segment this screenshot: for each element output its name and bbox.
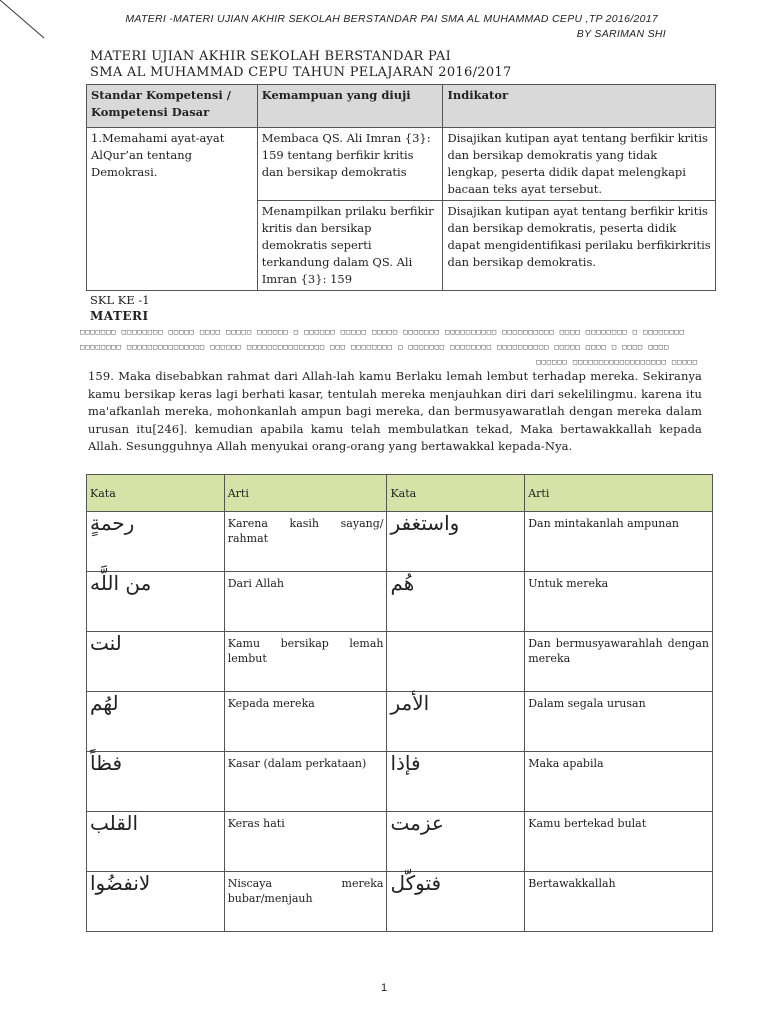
vocabulary-table: [86, 474, 713, 932]
vocabulary-header-row: [87, 475, 713, 512]
header-cell-kata: Kata: [387, 475, 525, 512]
meaning-cell: Kamu bersikap lemah lembut: [224, 632, 387, 692]
skl-section: [90, 292, 150, 324]
arabic-verse-line: □□□□□□□ □□□□□□□□ □□□□□ □□□□ □□□□□ □□□□□□ □ □□□□□□ □□□□□ □□□□□ □□□□□□□ □□□□□□□□□□ □□□□□□□□□□ □□□□ □□□□□□□□ □ □□□□□□□□: [80, 328, 685, 336]
meaning-cell: Karena kasih sayang/ rahmat: [224, 512, 387, 572]
table-row: [87, 572, 713, 632]
arabic-word-cell: لنت: [87, 632, 225, 692]
table-row: [87, 128, 716, 201]
table-row: [87, 752, 713, 812]
meaning-cell: Keras hati: [224, 812, 387, 872]
header-cell-kata: Kata: [87, 475, 225, 512]
indikator-cell: Disajikan kutipan ayat tentang berfikir kritis dan bersikap demokratis, peserta didik dapat mengidentifikasi perilaku berfikirkritis dan bersikap demokratis.: [443, 201, 716, 291]
kompetensi-table: [86, 84, 716, 291]
arabic-word-cell: عزمت: [387, 812, 525, 872]
meaning-cell: Maka apabila: [525, 752, 713, 812]
arabic-verse-block: [80, 325, 702, 370]
arabic-word-cell: فظاً: [87, 752, 225, 812]
table-row: [87, 512, 713, 572]
title-line-2: SMA AL MUHAMMAD CEPU TAHUN PELAJARAN 2016/2017: [90, 65, 512, 80]
arabic-word-cell: القلب: [87, 812, 225, 872]
translation-paragraph: 159. Maka disebabkan rahmat dari Allah-lah kamu Berlaku lemah lembut terhadap mereka. Sekiranya kamu bersikap keras lagi berhati kasar, tentulah mereka menjauhkan diri dari sekelilingmu. karena itu ma'afkanlah mereka, mohonkanlah ampun bagi mereka, dan bermusyawaratlah dengan mereka dalam urusan itu[246]. kemudian apabila kamu telah membulatkan tekad, Maka bertawakkallah kepada Allah. Sesungguhnya Allah menyukai orang-orang yang bertawakkal kepada-Nya.: [88, 369, 702, 453]
arabic-word-cell: لهُم: [87, 692, 225, 752]
kemampuan-cell: Membaca QS. Ali Imran {3}: 159 tentang berfikir kritis dan bersikap demokratis: [257, 128, 443, 201]
meaning-cell: Dari Allah: [224, 572, 387, 632]
materi-heading: MATERI: [90, 309, 149, 323]
meaning-cell: Dan bermusyawarahlah dengan mereka: [525, 632, 713, 692]
indikator-cell: Disajikan kutipan ayat tentang berfikir kritis dan bersikap demokratis yang tidak lengkap, peserta didik dapat melengkapi bacaan teks ayat tersebut.: [443, 128, 716, 201]
arabic-word-cell: واستغفر: [387, 512, 525, 572]
header-cell-arti: Arti: [525, 475, 713, 512]
arabic-word-cell: هُم: [387, 572, 525, 632]
arabic-verse-line: □□□□□□□□ □□□□□□□□□□□□□□□ □□□□□□ □□□□□□□□□□□□□□□ □□□ □□□□□□□□ □ □□□□□□□ □□□□□□□□ □□□□□□□□□□ □□□□□ □□□□ □ □□□□ □□□□: [80, 343, 670, 351]
page-header: [125, 12, 666, 42]
kemampuan-cell: Menampilkan prilaku berfikir kritis dan bersikap demokratis seperti terkandung dalam QS. Ali Imran {3}: 159: [257, 201, 443, 291]
meaning-cell: Kamu bertekad bulat: [525, 812, 713, 872]
header-cell-arti: Arti: [224, 475, 387, 512]
document-title: [90, 49, 512, 81]
arabic-word-cell: الأمر: [387, 692, 525, 752]
arabic-verse-line: □□□□□□ □□□□□□□□□□□□□□□□□□ □□□□□: [536, 358, 698, 366]
meaning-cell: Niscaya mereka bubar/menjauh: [224, 872, 387, 932]
meaning-cell: Untuk mereka: [525, 572, 713, 632]
table-row: [87, 632, 713, 692]
arabic-word-cell: [387, 632, 525, 692]
arabic-word-cell: فإذا: [387, 752, 525, 812]
arabic-word-cell: فتوكّل: [387, 872, 525, 932]
sk-cell: 1.Memahami ayat-ayat AlQur’an tentang Demokrasi.: [87, 128, 258, 291]
arabic-word-cell: لانفضُوا: [87, 872, 225, 932]
arabic-word-cell: رحمةٍ: [87, 512, 225, 572]
arabic-word-cell: من اللَّه: [87, 572, 225, 632]
page-number: 1: [380, 982, 388, 994]
table-row: [87, 872, 713, 932]
meaning-cell: Kasar (dalam perkataan): [224, 752, 387, 812]
meaning-cell: Kepada mereka: [224, 692, 387, 752]
skl-label: SKL KE -1: [90, 293, 150, 307]
corner-diagonal-line: [0, 0, 60, 50]
header-line-1: MATERI -MATERI UJIAN AKHIR SEKOLAH BERSTANDAR PAI SMA AL MUHAMMAD CEPU ,TP 2016/2017: [125, 13, 658, 25]
meaning-cell: Dalam segala urusan: [525, 692, 713, 752]
header-line-2: BY SARIMAN SHI: [576, 28, 666, 40]
header-cell-kemampuan: Kemampuan yang diuji: [257, 85, 443, 128]
kompetensi-header-row: [87, 85, 716, 128]
header-cell-indikator: Indikator: [443, 85, 716, 128]
meaning-cell: Dan mintakanlah ampunan: [525, 512, 713, 572]
title-line-1: MATERI UJIAN AKHIR SEKOLAH BERSTANDAR PAI: [90, 49, 452, 64]
table-row: [87, 692, 713, 752]
table-row: [87, 812, 713, 872]
header-cell-sk: Standar Kompetensi / Kompetensi Dasar: [87, 85, 258, 128]
meaning-cell: Bertawakkallah: [525, 872, 713, 932]
